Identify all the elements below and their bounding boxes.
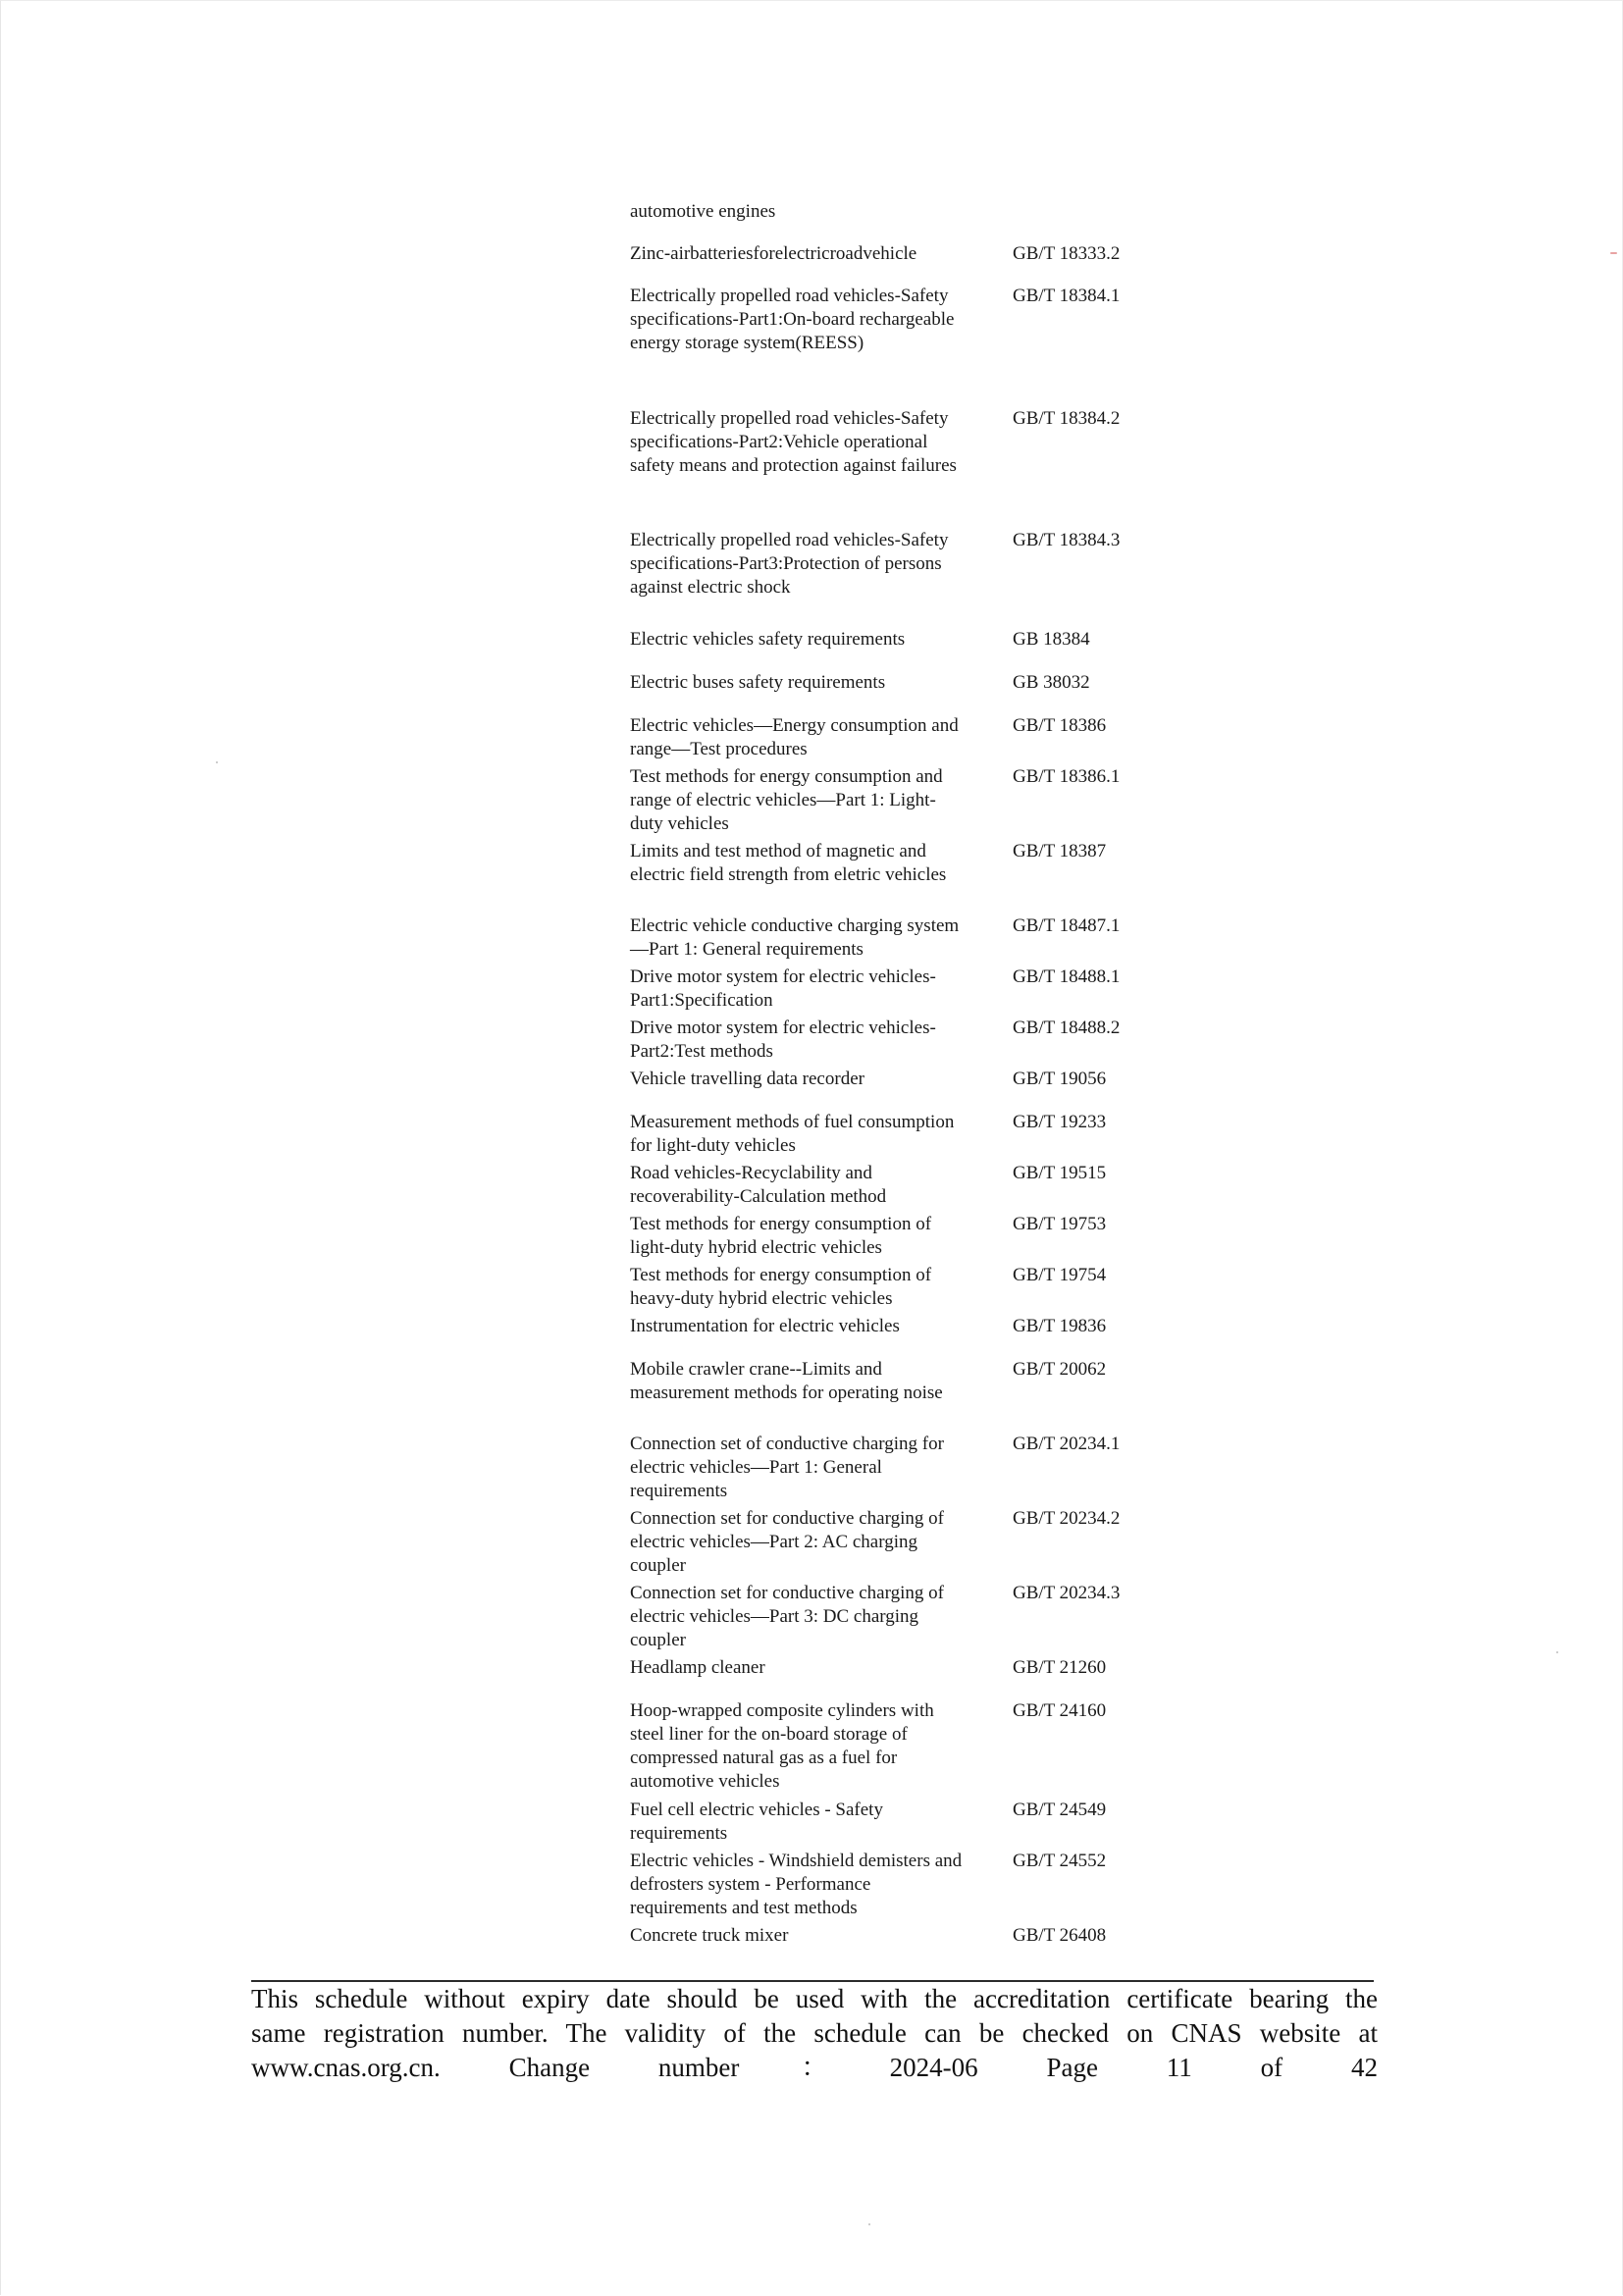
standard-title: Electric vehicle conductive charging system—Part 1: General requirements [630,915,960,960]
scan-mark [1610,252,1617,254]
standard-title: Mobile crawler crane--Limits and measurement methods for operating noise [630,1359,943,1403]
standard-title: Measurement methods of fuel consumption for light-duty vehicles [630,1112,955,1156]
standard-code: GB/T 18387 [1013,841,1107,861]
standard-title: Concrete truck mixer [630,1925,789,1946]
standard-code: GB/T 18333.2 [1013,243,1121,264]
standard-code: GB/T 24549 [1013,1800,1107,1820]
standard-code: GB/T 20234.3 [1013,1583,1121,1603]
standard-title: Hoop-wrapped composite cylinders with steel liner for the on-board storage of compressed natural gas as a fuel for automotive vehicles [630,1700,934,1792]
standard-title: Limits and test method of magnetic and electric field strength from eletric vehicles [630,841,947,885]
standard-code: GB/T 26408 [1013,1925,1107,1946]
footer-statement [251,1982,1378,2085]
standard-code: GB/T 18386 [1013,715,1107,736]
standard-title: Test methods for energy consumption of light-duty hybrid electric vehicles [630,1214,932,1258]
standard-code: GB 38032 [1013,672,1090,693]
standard-title: Instrumentation for electric vehicles [630,1316,900,1336]
standard-code: GB/T 18384.1 [1013,286,1121,306]
standard-title: Vehicle travelling data recorder [630,1069,864,1089]
standard-code: GB/T 21260 [1013,1657,1107,1678]
standard-code: GB/T 24552 [1013,1851,1107,1871]
standard-code: GB/T 24160 [1013,1700,1107,1721]
standard-code: GB/T 20234.1 [1013,1434,1121,1454]
standard-title: Connection set for conductive charging of electric vehicles—Part 2: AC charging coupler [630,1508,944,1576]
standard-title: Electrically propelled road vehicles-Safety specifications-Part2:Vehicle operational safety means and protection against failures [630,408,957,476]
standard-title: Test methods for energy consumption and range of electric vehicles—Part 1: Light-duty vehicles [630,766,943,834]
standard-title: Connection set of conductive charging for electric vehicles—Part 1: General requirements [630,1434,944,1501]
standard-title: Connection set for conductive charging of electric vehicles—Part 3: DC charging coupler [630,1583,944,1650]
standard-code: GB/T 19056 [1013,1069,1107,1089]
standard-code: GB/T 19515 [1013,1163,1107,1183]
scan-speck [1556,1651,1558,1653]
standard-code: GB/T 19754 [1013,1265,1107,1285]
standard-code: GB/T 19233 [1013,1112,1107,1132]
standard-title: Road vehicles-Recyclability and recoverability-Calculation method [630,1163,887,1207]
scan-speck [216,761,218,763]
standard-code: GB/T 20234.2 [1013,1508,1121,1529]
footer-line-3 [251,2051,1378,2085]
standard-title: Test methods for energy consumption of heavy-duty hybrid electric vehicles [630,1265,932,1309]
standard-title: Zinc-airbatteriesforelectricroadvehicle [630,243,917,264]
standard-code: GB/T 18487.1 [1013,915,1121,936]
standard-title: Electric buses safety requirements [630,672,886,693]
footer-website: www.cnas.org.cn. [251,2053,441,2082]
standard-title: Electrically propelled road vehicles-Safety specifications-Part1:On-board rechargeable energy storage system(REESS) [630,286,955,353]
standard-code: GB/T 18384.2 [1013,408,1121,429]
standard-title: Drive motor system for electric vehicles-Part2:Test methods [630,1018,936,1062]
scan-speck [868,2223,870,2225]
standard-code: GB/T 18488.1 [1013,966,1121,987]
standard-title: Electric vehicles - Windshield demisters and defrosters system - Performance requirements and test methods [630,1851,963,1918]
standard-code: GB/T 18384.3 [1013,530,1121,550]
standard-code: GB/T 18386.1 [1013,766,1121,787]
standard-code: GB/T 20062 [1013,1359,1107,1380]
standard-title: Electric vehicles safety requirements [630,629,906,650]
standard-title: Electric vehicles—Energy consumption and range—Test procedures [630,715,959,759]
footer-line-1: This schedule without expiry date should be used with the accreditation certificate bearing the [251,1984,1378,2013]
standard-title: Fuel cell electric vehicles - Safety requirements [630,1800,883,1844]
standard-code: GB/T 19836 [1013,1316,1107,1336]
footer-change-number: Change number：2024-06 Page 11 of 42 [508,2053,1378,2082]
standard-code: GB/T 19753 [1013,1214,1107,1234]
standard-title: Headlamp cleaner [630,1657,765,1678]
standard-title: automotive engines [630,201,776,222]
standard-code: GB/T 18488.2 [1013,1018,1121,1038]
standard-title: Electrically propelled road vehicles-Safety specifications-Part3:Protection of persons against electric shock [630,530,949,598]
standard-code: GB 18384 [1013,629,1090,650]
standard-title: Drive motor system for electric vehicles-Part1:Specification [630,966,936,1011]
footer-line-2: same registration number. The validity of the schedule can be checked on CNAS website at [251,2018,1378,2048]
